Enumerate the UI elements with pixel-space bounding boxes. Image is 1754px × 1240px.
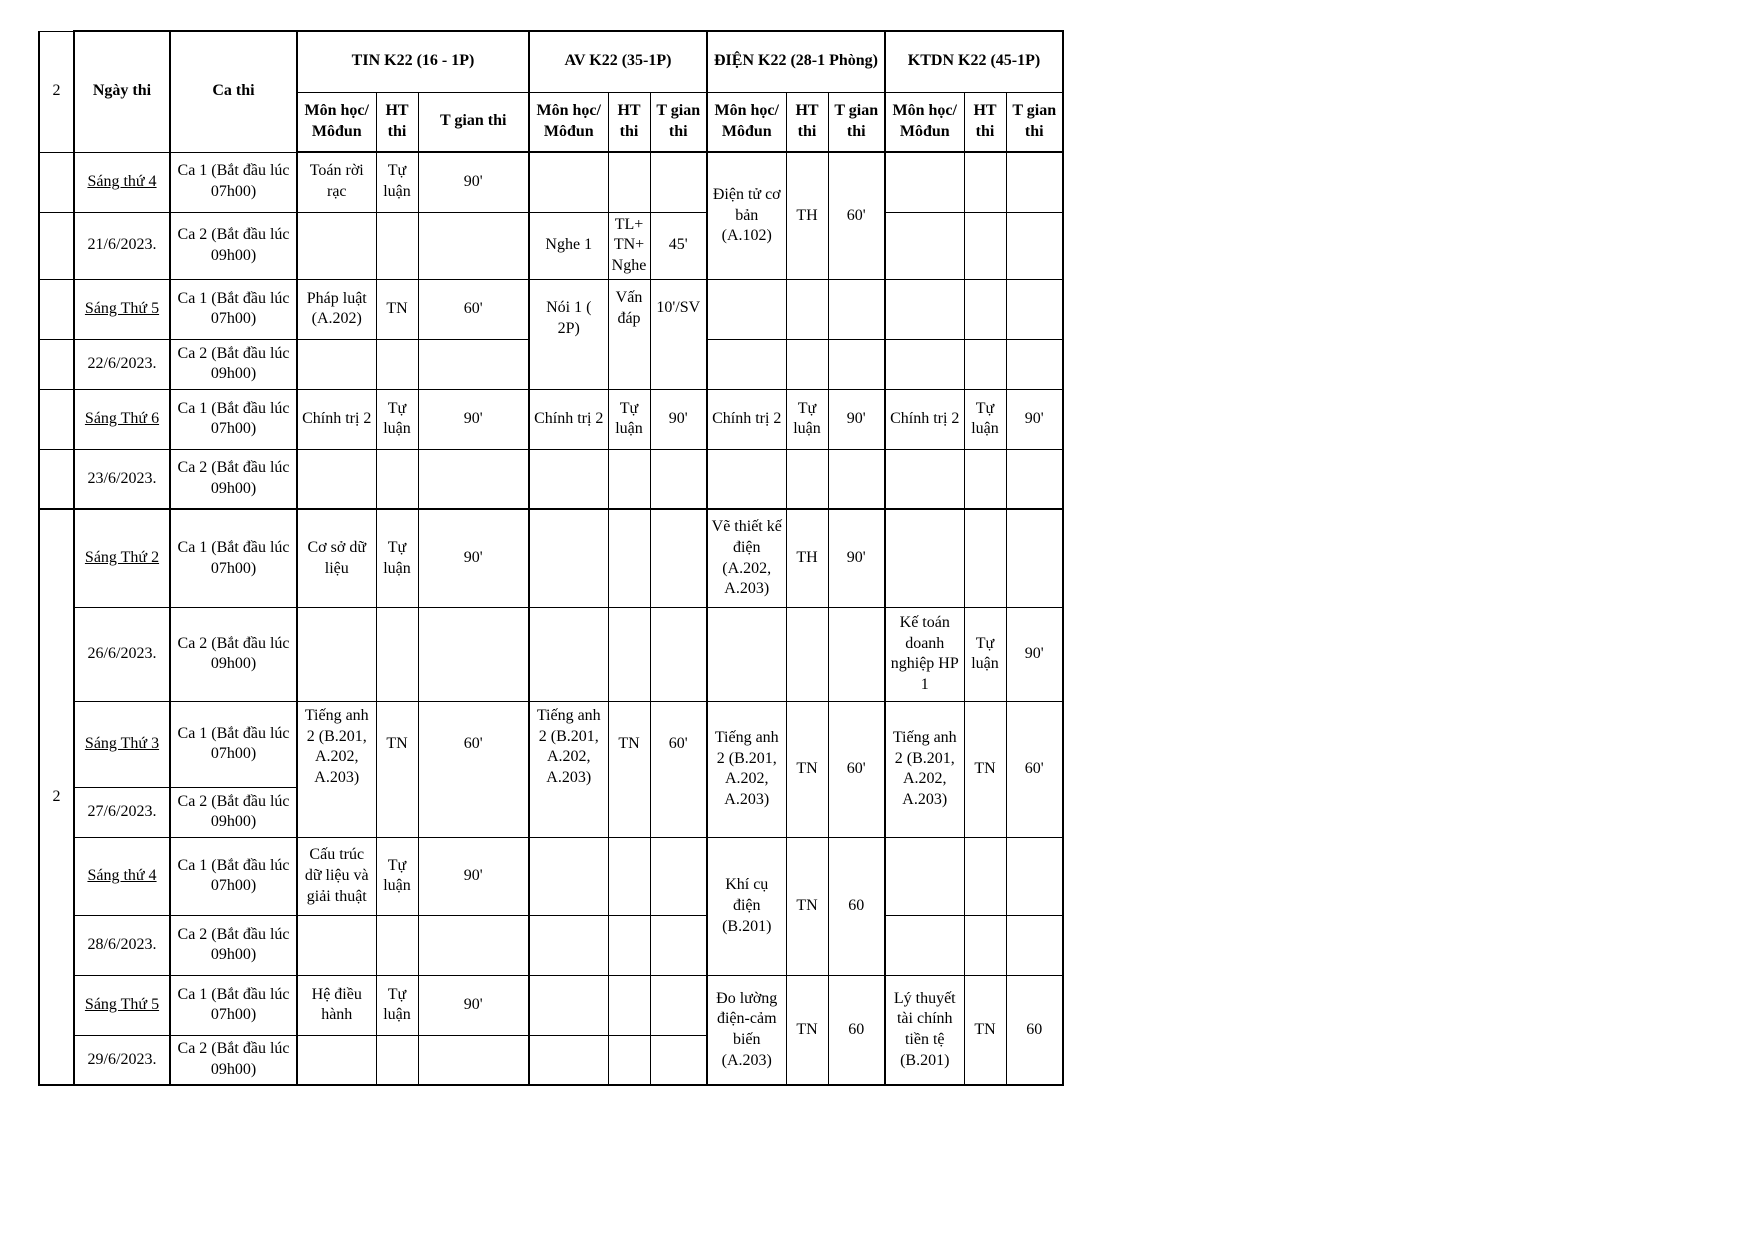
day-date: 22/6/2023.: [74, 339, 170, 389]
ktdn-form: [964, 449, 1006, 509]
av-time: [650, 975, 707, 1035]
session-ca1: Ca 1 (Bắt đầu lúc 07h00): [170, 152, 297, 212]
dien-form: [786, 607, 828, 701]
ktdn-subject: [885, 212, 964, 279]
subhead-time: T gian thi: [1006, 92, 1063, 152]
tin-form: [376, 339, 418, 389]
tin-time: 90': [418, 837, 529, 915]
ktdn-time: [1006, 837, 1063, 915]
dien-form: TH: [786, 509, 828, 607]
ktdn-time: 60': [1006, 701, 1063, 837]
group-header-av: AV K22 (35-1P): [529, 31, 707, 92]
av-time: [650, 915, 707, 975]
av-form: [608, 449, 650, 509]
ktdn-form: TN: [964, 701, 1006, 837]
tin-form: Tự luận: [376, 837, 418, 915]
ktdn-time: [1006, 449, 1063, 509]
subhead-form: HT thi: [786, 92, 828, 152]
av-subject: [529, 837, 608, 915]
ktdn-subject: Kế toán doanh nghiệp HP 1: [885, 607, 964, 701]
session-ca2: Ca 2 (Bắt đầu lúc 09h00): [170, 339, 297, 389]
group-header-tin: TIN K22 (16 - 1P): [297, 31, 529, 92]
tin-time: [418, 607, 529, 701]
av-time: [650, 152, 707, 212]
tin-form: Tự luận: [376, 152, 418, 212]
dien-form: TH: [786, 152, 828, 279]
session-ca1: Ca 1 (Bắt đầu lúc 07h00): [170, 389, 297, 449]
subhead-subject: Môn học/ Môđun: [529, 92, 608, 152]
dien-time: 60: [828, 837, 885, 975]
av-form: [608, 607, 650, 701]
session-ca1: Ca 1 (Bắt đầu lúc 07h00): [170, 701, 297, 787]
ktdn-time: [1006, 509, 1063, 607]
tin-time: 60': [418, 701, 529, 837]
av-subject: [529, 915, 608, 975]
day-weekday: Sáng thứ 4: [74, 837, 170, 915]
av-time: [650, 449, 707, 509]
av-form: [608, 152, 650, 212]
session-column-header: Ca thi: [170, 31, 297, 152]
week-spacer: [39, 152, 74, 212]
day-date: 28/6/2023.: [74, 915, 170, 975]
week-number-cell: 2: [39, 509, 74, 1085]
dien-subject: [707, 449, 786, 509]
tin-form: [376, 449, 418, 509]
tin-form: Tự luận: [376, 975, 418, 1035]
av-form: [608, 509, 650, 607]
dien-subject: [707, 607, 786, 701]
ktdn-form: [964, 152, 1006, 212]
ktdn-time: [1006, 915, 1063, 975]
ktdn-form: Tự luận: [964, 389, 1006, 449]
av-time: [650, 509, 707, 607]
subhead-subject: Môn học/ Môđun: [707, 92, 786, 152]
tin-subject: [297, 915, 376, 975]
tin-subject: [297, 339, 376, 389]
subhead-form: HT thi: [608, 92, 650, 152]
ktdn-time: 90': [1006, 607, 1063, 701]
dien-form: TN: [786, 837, 828, 975]
session-ca2: Ca 2 (Bắt đầu lúc 09h00): [170, 212, 297, 279]
av-form: [608, 915, 650, 975]
tin-subject: [297, 1035, 376, 1085]
ktdn-subject: [885, 152, 964, 212]
dien-time: 90': [828, 509, 885, 607]
ktdn-time: [1006, 212, 1063, 279]
ktdn-subject: [885, 449, 964, 509]
week-spacer: [39, 389, 74, 449]
tin-time: 90': [418, 975, 529, 1035]
day-weekday: Sáng Thứ 2: [74, 509, 170, 607]
av-form: TL+ TN+ Nghe: [608, 212, 650, 279]
tin-time: [418, 1035, 529, 1085]
dien-time: 60': [828, 152, 885, 279]
day-date: 21/6/2023.: [74, 212, 170, 279]
session-ca2: Ca 2 (Bắt đầu lúc 09h00): [170, 915, 297, 975]
session-ca2: Ca 2 (Bắt đầu lúc 09h00): [170, 1035, 297, 1085]
av-subject: [529, 975, 608, 1035]
av-subject: [529, 152, 608, 212]
av-subject: Tiếng anh 2 (B.201, A.202, A.203): [529, 701, 608, 837]
day-date: 26/6/2023.: [74, 607, 170, 701]
session-ca1: Ca 1 (Bắt đầu lúc 07h00): [170, 279, 297, 339]
week-spacer: [39, 339, 74, 389]
day-weekday: Sáng Thứ 5: [74, 975, 170, 1035]
tin-form: Tự luận: [376, 389, 418, 449]
av-subject: [529, 509, 608, 607]
dien-subject: Chính trị 2: [707, 389, 786, 449]
session-ca2: Ca 2 (Bắt đầu lúc 09h00): [170, 449, 297, 509]
tin-time: 90': [418, 152, 529, 212]
ktdn-form: [964, 837, 1006, 915]
av-form: [608, 975, 650, 1035]
tin-subject: [297, 607, 376, 701]
dien-time: [828, 339, 885, 389]
week-spacer: [39, 449, 74, 509]
dien-form: Tự luận: [786, 389, 828, 449]
av-form: [608, 837, 650, 915]
dien-form: TN: [786, 975, 828, 1085]
tin-time: 60': [418, 279, 529, 339]
ktdn-subject: Chính trị 2: [885, 389, 964, 449]
dien-form: [786, 449, 828, 509]
day-date: 27/6/2023.: [74, 787, 170, 837]
tin-subject: [297, 212, 376, 279]
ktdn-form: [964, 212, 1006, 279]
av-subject: [529, 1035, 608, 1085]
subhead-time: T gian thi: [650, 92, 707, 152]
av-time: 90': [650, 389, 707, 449]
av-subject: [529, 449, 608, 509]
ktdn-form: TN: [964, 975, 1006, 1085]
av-form: [608, 1035, 650, 1085]
av-time: 45': [650, 212, 707, 279]
ktdn-form: [964, 279, 1006, 339]
tin-time: [418, 339, 529, 389]
date-column-header: Ngày thi: [74, 31, 170, 152]
ktdn-form: [964, 339, 1006, 389]
day-weekday: Sáng Thứ 6: [74, 389, 170, 449]
subhead-time: T gian thi: [418, 92, 529, 152]
subhead-subject: Môn học/ Môđun: [885, 92, 964, 152]
av-form: Tự luận: [608, 389, 650, 449]
av-time: [650, 1035, 707, 1085]
tin-subject: Toán rời rạc: [297, 152, 376, 212]
ktdn-subject: Tiếng anh 2 (B.201, A.202, A.203): [885, 701, 964, 837]
ktdn-time: [1006, 339, 1063, 389]
dien-time: 90': [828, 389, 885, 449]
ktdn-subject: [885, 915, 964, 975]
dien-subject: Đo lường điện-cảm biến (A.203): [707, 975, 786, 1085]
tin-form: [376, 1035, 418, 1085]
dien-subject: Điện tử cơ bản (A.102): [707, 152, 786, 279]
dien-subject: Khí cụ điện (B.201): [707, 837, 786, 975]
tin-form: [376, 212, 418, 279]
dien-subject: [707, 339, 786, 389]
av-subject: [529, 607, 608, 701]
av-time: 60': [650, 701, 707, 837]
dien-time: [828, 607, 885, 701]
week-number-cell: 2: [39, 31, 74, 152]
session-ca2: Ca 2 (Bắt đầu lúc 09h00): [170, 787, 297, 837]
ktdn-time: 90': [1006, 389, 1063, 449]
session-ca2: Ca 2 (Bắt đầu lúc 09h00): [170, 607, 297, 701]
av-subject: Chính trị 2: [529, 389, 608, 449]
ktdn-time: [1006, 152, 1063, 212]
dien-time: 60': [828, 701, 885, 837]
dien-form: TN: [786, 701, 828, 837]
av-form: TN: [608, 701, 650, 837]
session-ca1: Ca 1 (Bắt đầu lúc 07h00): [170, 509, 297, 607]
ktdn-time: 60: [1006, 975, 1063, 1085]
ktdn-subject: Lý thuyết tài chính tiền tệ (B.201): [885, 975, 964, 1085]
dien-time: 60: [828, 975, 885, 1085]
ktdn-form: Tự luận: [964, 607, 1006, 701]
tin-form: [376, 915, 418, 975]
group-header-dien: ĐIỆN K22 (28-1 Phòng): [707, 31, 885, 92]
group-header-ktdn: KTDN K22 (45-1P): [885, 31, 1063, 92]
day-weekday: Sáng thứ 4: [74, 152, 170, 212]
tin-time: [418, 915, 529, 975]
av-time: [650, 837, 707, 915]
tin-form: TN: [376, 279, 418, 339]
tin-time: 90': [418, 389, 529, 449]
tin-time: [418, 212, 529, 279]
week-spacer: [39, 279, 74, 339]
tin-form: [376, 607, 418, 701]
ktdn-form: [964, 509, 1006, 607]
ktdn-time: [1006, 279, 1063, 339]
tin-subject: Chính trị 2: [297, 389, 376, 449]
av-subject: Nghe 1: [529, 212, 608, 279]
av-time: [650, 607, 707, 701]
day-weekday: Sáng Thứ 5: [74, 279, 170, 339]
subhead-time: T gian thi: [828, 92, 885, 152]
av-form: Vấn đáp: [608, 279, 650, 389]
av-time: 10'/SV: [650, 279, 707, 389]
ktdn-subject: [885, 279, 964, 339]
subhead-subject: Môn học/ Môđun: [297, 92, 376, 152]
dien-form: [786, 339, 828, 389]
ktdn-subject: [885, 837, 964, 915]
ktdn-subject: [885, 509, 964, 607]
day-date: 29/6/2023.: [74, 1035, 170, 1085]
session-ca1: Ca 1 (Bắt đầu lúc 07h00): [170, 837, 297, 915]
day-date: 23/6/2023.: [74, 449, 170, 509]
tin-time: [418, 449, 529, 509]
av-subject: Nói 1 ( 2P): [529, 279, 608, 389]
tin-form: TN: [376, 701, 418, 837]
session-ca1: Ca 1 (Bắt đầu lúc 07h00): [170, 975, 297, 1035]
tin-form: Tự luận: [376, 509, 418, 607]
day-weekday: Sáng Thứ 3: [74, 701, 170, 787]
dien-subject: [707, 279, 786, 339]
week-spacer: [39, 212, 74, 279]
tin-subject: Pháp luật (A.202): [297, 279, 376, 339]
tin-subject: Cơ sở dữ liệu: [297, 509, 376, 607]
tin-subject: Hệ điều hành: [297, 975, 376, 1035]
tin-subject: Tiếng anh 2 (B.201, A.202, A.203): [297, 701, 376, 837]
subhead-form: HT thi: [964, 92, 1006, 152]
exam-schedule-table: [38, 30, 1064, 1086]
tin-subject: Cấu trúc dữ liệu và giải thuật: [297, 837, 376, 915]
dien-time: [828, 449, 885, 509]
dien-form: [786, 279, 828, 339]
tin-subject: [297, 449, 376, 509]
ktdn-subject: [885, 339, 964, 389]
dien-subject: Tiếng anh 2 (B.201, A.202, A.203): [707, 701, 786, 837]
tin-time: 90': [418, 509, 529, 607]
ktdn-form: [964, 915, 1006, 975]
subhead-form: HT thi: [376, 92, 418, 152]
dien-subject: Vẽ thiết kế điện (A.202, A.203): [707, 509, 786, 607]
dien-time: [828, 279, 885, 339]
